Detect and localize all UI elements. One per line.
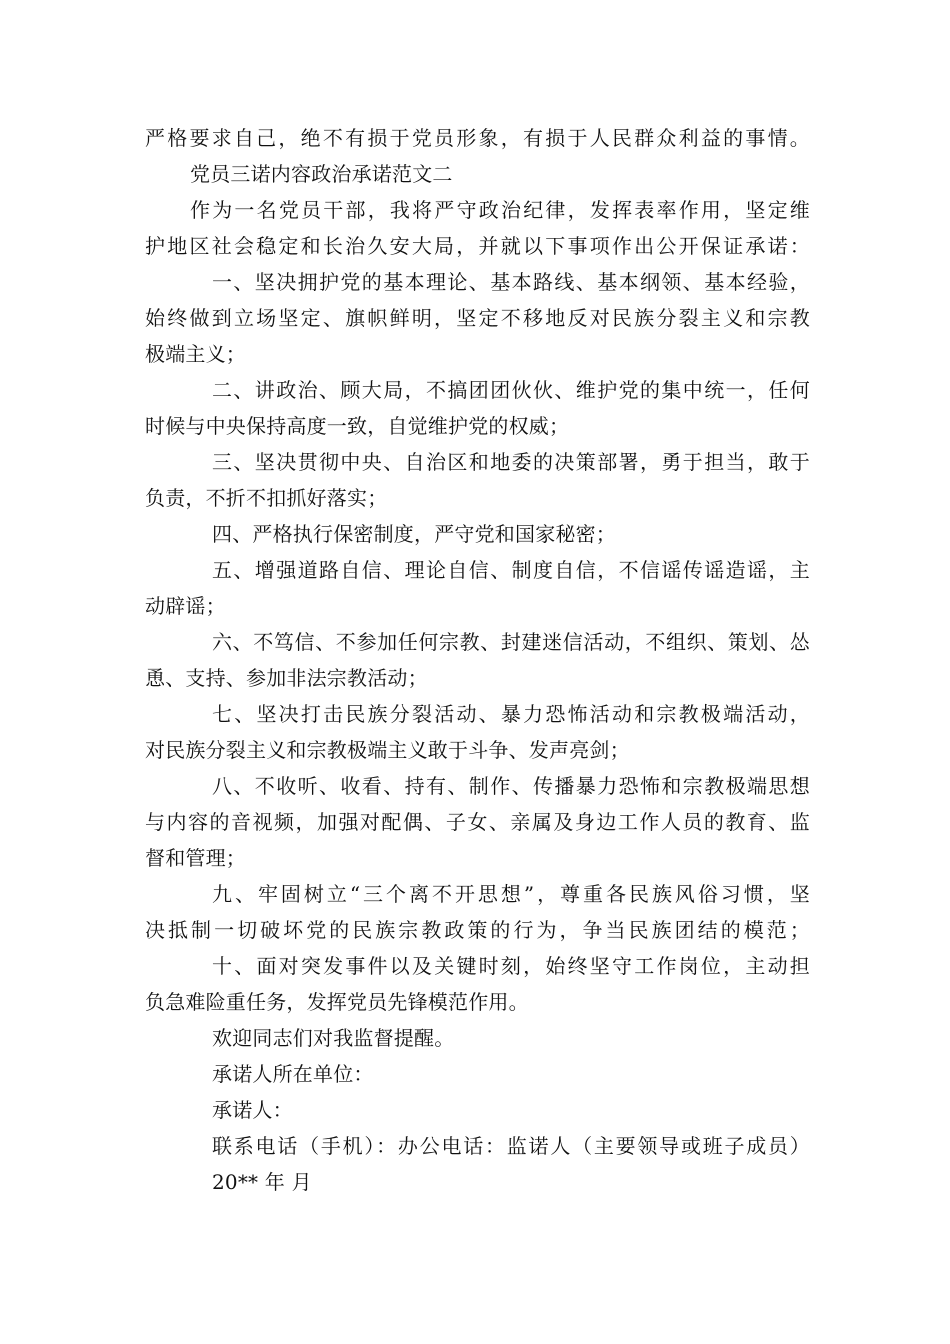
paragraph-line: 决抵制一切破坏党的民族宗教政策的行为，争当民族团结的模范； [145,918,810,942]
pledge-item-6: 六、不笃信、不参加任何宗教、封建迷信活动，不组织、策划、怂 [212,630,810,654]
pledge-item-10: 十、面对突发事件以及关键时刻，始终坚守工作岗位，主动担 [212,954,810,978]
paragraph-line: 严格要求自己，绝不有损于党员形象，有损于人民群众利益的事情。 [145,126,810,150]
paragraph-line: 作为一名党员干部，我将严守政治纪律，发挥表率作用，坚定维 [190,198,810,222]
paragraph-line: 对民族分裂主义和宗教极端主义敢于斗争、发声亮剑； [145,738,630,762]
pledge-item-4: 四、严格执行保密制度，严守党和国家秘密； [212,522,616,546]
paragraph-line: 恿、支持、参加非法宗教活动； [145,666,428,690]
signer-unit-label: 承诺人所在单位： [212,1062,374,1086]
paragraph-line: 负责，不折不扣抓好落实； [145,486,388,510]
pledge-item-3: 三、坚决贯彻中央、自治区和地委的决策部署，勇于担当，敢于 [212,450,810,474]
paragraph-line: 始终做到立场坚定、旗帜鲜明，坚定不移地反对民族分裂主义和宗教 [145,306,810,330]
pledge-item-1: 一、坚决拥护党的基本理论、基本路线、基本纲领、基本经验， [212,270,810,294]
paragraph-line: 极端主义； [145,342,246,366]
section-heading: 党员三诺内容政治承诺范文二 [190,162,453,186]
paragraph-line: 负急难险重任务，发挥党员先锋模范作用。 [145,990,529,1014]
pledge-item-5: 五、增强道路自信、理论自信、制度自信，不信谣传谣造谣，主 [212,558,810,582]
paragraph-line: 与内容的音视频，加强对配偶、子女、亲属及身边工作人员的教育、监 [145,810,810,834]
paragraph-line: 动辟谣； [145,594,226,618]
pledge-item-7: 七、坚决打击民族分裂活动、暴力恐怖活动和宗教极端活动， [212,702,810,726]
contact-line: 联系电话（手机）：办公电话：监诺人（主要领导或班子成员） [212,1134,810,1158]
pledge-item-2: 二、讲政治、顾大局，不搞团团伙伙、维护党的集中统一，任何 [212,378,810,402]
pledge-item-9: 九、牢固树立“三个离不开思想”，尊重各民族风俗习惯，坚 [212,882,810,906]
date-line: 20** 年 月 [212,1170,312,1194]
pledge-item-8: 八、不收听、收看、持有、制作、传播暴力恐怖和宗教极端思想 [212,774,810,798]
signer-label: 承诺人： [212,1098,293,1122]
paragraph-line: 时候与中央保持高度一致，自觉维护党的权威； [145,414,570,438]
closing-line: 欢迎同志们对我监督提醒。 [212,1026,455,1050]
paragraph-line: 护地区社会稳定和长治久安大局，并就以下事项作出公开保证承诺： [145,234,810,258]
paragraph-line: 督和管理； [145,846,246,870]
